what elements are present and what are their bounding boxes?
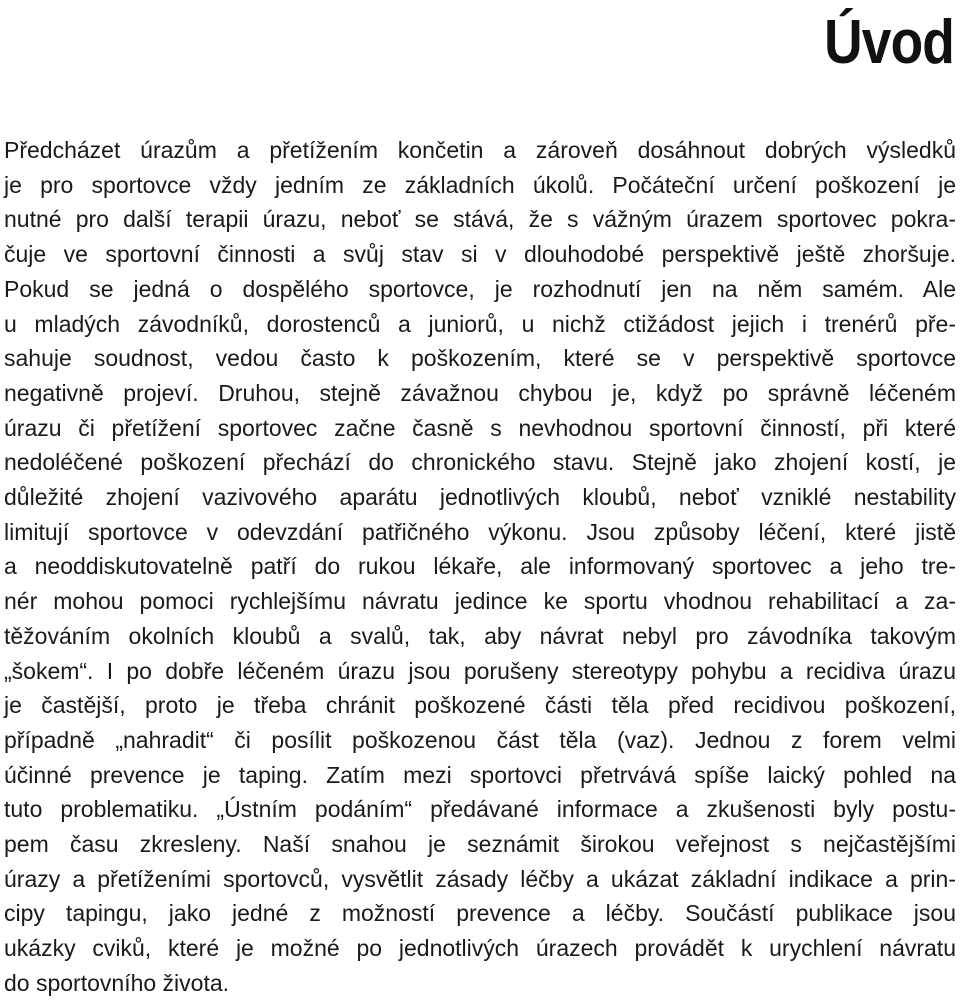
text-line: Předcházet úrazům a přetížením končetin a zároveň dosáhnout dobrých výsledků xyxy=(4,137,956,163)
text-line: Pokud se jedná o dospělého sportovce, je rozhodnutí jen na něm samém. Ale xyxy=(4,275,956,302)
page-title: Úvod xyxy=(824,8,954,77)
text-line: limitují sportovce v odevzdání patřičného výkonu. Jsou způsoby léčení, které jistě xyxy=(4,518,956,545)
text-line: těžováním okolních kloubů a svalů, tak, aby návrat nebyl pro závodníka takovým xyxy=(4,622,956,649)
text-line: cipy tapingu, jako jedné z možností prevence a léčby. Součástí publikace jsou xyxy=(4,900,956,927)
text-line: účinné prevence je taping. Zatím mezi sportovci přetrvává spíše laický pohled na xyxy=(4,761,956,788)
text-line: čuje ve sportovní činnosti a svůj stav si v dlouhodobé perspektivě ještě zhoršuje. xyxy=(4,241,956,268)
text-line: důležité zhojení vazivového aparátu jednotlivých kloubů, neboť vzniklé nestability xyxy=(4,484,956,511)
text-line: je častější, proto je třeba chránit poškozené části těla před recidivou poškození, xyxy=(4,692,956,719)
text-line: úrazy a přetíženími sportovců, vysvětlit zásady léčby a ukázat základní indikace a prin- xyxy=(4,865,956,892)
text-line: negativně projeví. Druhou, stejně závažnou chybou je, když po správně léčeném xyxy=(4,379,956,406)
text-line: sahuje soudnost, vedou často k poškozením, které se v perspektivě sportovce xyxy=(4,345,956,372)
text-line: je pro sportovce vždy jedním ze základních úkolů. Počáteční určení poškození je xyxy=(4,171,956,198)
text-line: „šokem“. I po dobře léčeném úrazu jsou porušeny stereotypy pohybu a recidiva úrazu xyxy=(4,657,956,684)
text-line: u mladých závodníků, dorostenců a juniorů, u nichž ctižádost jejich i trenérů pře- xyxy=(4,310,956,337)
body-paragraph xyxy=(4,133,956,1001)
text-line: úrazu či přetížení sportovec začne časně s nevhodnou sportovní činností, při které xyxy=(4,414,956,441)
text-line: nutné pro další terapii úrazu, neboť se stává, že s vážným úrazem sportovec pokra- xyxy=(4,206,956,233)
text-line: do sportovního života. xyxy=(4,969,230,996)
text-line: nér mohou pomoci rychlejšímu návratu jedince ke sportu vhodnou rehabilitací a za- xyxy=(4,588,956,615)
text-line: tuto problematiku. „Ústním podáním“ předávané informace a zkušenosti byly postu- xyxy=(4,796,956,823)
text-line: pem času zkresleny. Naší snahou je seznámit širokou veřejnost s nejčastějšími xyxy=(4,831,956,858)
text-line: ukázky cviků, které je možné po jednotlivých úrazech provádět k urychlení návratu xyxy=(4,935,956,962)
text-line: a neoddiskutovatelně patří do rukou lékaře, ale informovaný sportovec a jeho tre- xyxy=(4,553,956,580)
text-line: případně „nahradit“ či posílit poškozenou část těla (vaz). Jednou z forem velmi xyxy=(4,726,956,753)
text-line: nedoléčené poškození přechází do chronického stavu. Stejně jako zhojení kostí, je xyxy=(4,449,956,476)
